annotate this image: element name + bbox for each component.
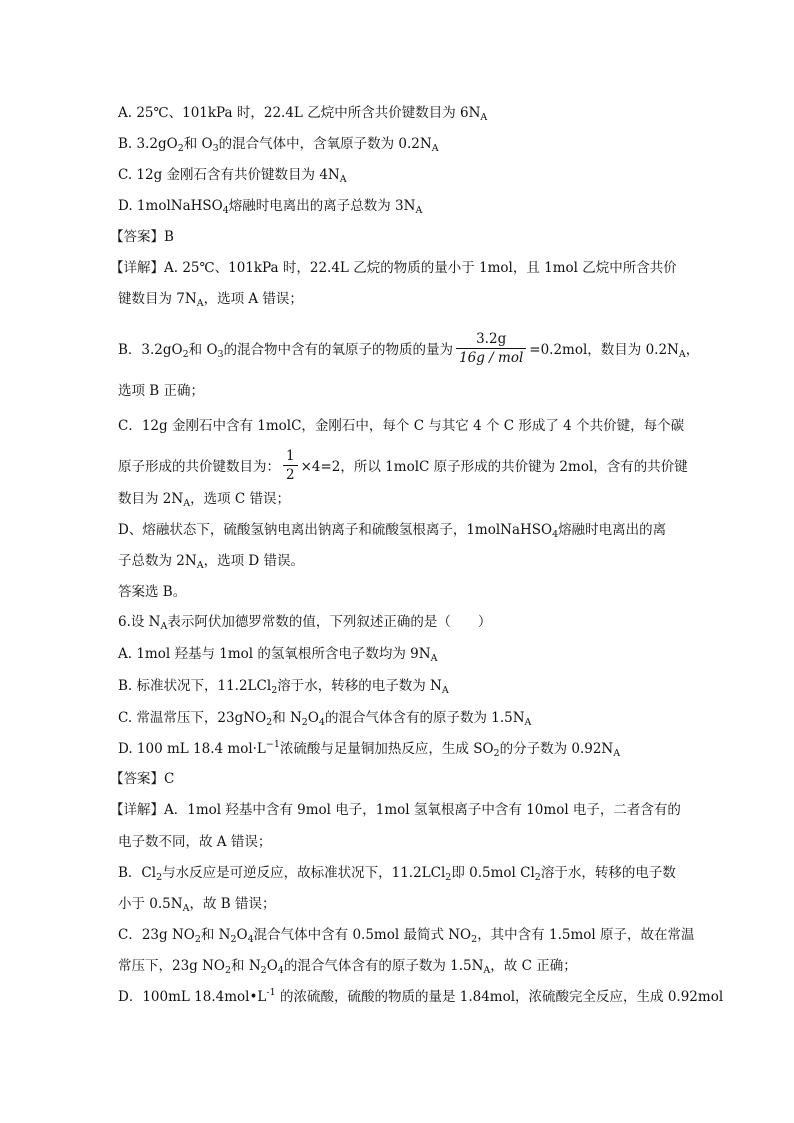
text-segment: 的混合气体中，含氧原子数为 0.2N: [218, 136, 432, 152]
text-segment: C. 12g 金刚石含有共价键数目为 4N: [118, 167, 340, 183]
text-segment: B. 3.2gO: [118, 136, 178, 152]
text-segment: B．3.2gO: [118, 342, 183, 358]
subscript: A: [183, 498, 191, 509]
subscript: A: [480, 112, 488, 123]
text-segment: 6.设 N: [118, 614, 161, 630]
q5-option-d: [118, 197, 688, 215]
q5-detail-d-line1: [118, 521, 688, 539]
text-segment: 混合气体中含有 0.5mol 最简式 NO: [253, 927, 472, 943]
subscript: A: [415, 205, 423, 216]
text-segment: O: [266, 958, 278, 974]
text-segment: 浓硫酸与足量铜加热反应，生成 SO: [279, 741, 494, 757]
q6-option-a: [118, 645, 688, 663]
subscript: 2: [177, 143, 184, 154]
q6-detail-b-line1: [118, 864, 688, 882]
subscript: 2: [260, 965, 267, 976]
q6-detail-a-line2: [118, 833, 688, 851]
text-segment: ，选项 C 错误；: [190, 491, 290, 507]
text-segment: 和 N: [272, 710, 302, 726]
q5-detail-c-line2: [118, 450, 688, 485]
text-segment: 溶于水，转移的电子数: [540, 865, 676, 881]
text-segment: B．Cl: [118, 865, 157, 881]
subscript: 2: [225, 965, 232, 976]
subscript: A: [182, 903, 190, 914]
text-segment: 表示阿伏加德罗常数的值，下列叙述正确的是（ ）: [167, 614, 492, 630]
text-segment: D. 100 mL 18.4 mol·L: [118, 741, 266, 757]
q5-detail-c-line3: [118, 490, 688, 508]
q6-detail-d-line1: [118, 987, 724, 1006]
q5-detail-a-line1: [110, 259, 680, 277]
q5-option-a-text: A. 25℃、101kPa 时，22.4L 乙烷中所含共价键数目为 6N: [118, 105, 481, 121]
text-segment: ，其中含有 1.5mol 原子，故在常温: [477, 927, 695, 943]
subscript: 3: [212, 143, 219, 154]
subscript: A: [613, 748, 621, 759]
text-segment: 子总数为 2N: [118, 553, 197, 569]
text-segment: 熔融时电离出的离子总数为 3N: [228, 198, 416, 214]
text-segment: 和 N: [200, 927, 231, 943]
q6-stem: [118, 613, 688, 631]
text-segment: 的混合气体含有的原子数为 1.5N: [324, 710, 525, 726]
q5-answer-label: [110, 228, 680, 246]
subscript: 2: [445, 872, 452, 883]
text-segment: A. 1mol 羟基与 1mol 的氢氧根所含电子数均为 9N: [118, 646, 431, 662]
fraction-numerator: 3.2g: [456, 331, 526, 349]
subscript: 4: [318, 717, 325, 728]
text-segment: 溶于水，转移的电子数为 N: [277, 678, 442, 694]
superscript: -1: [266, 987, 276, 998]
subscript: 2: [194, 934, 201, 945]
q6-detail-a-line1: [110, 801, 680, 819]
text-segment: 的浓硫酸，硫酸的物质的量是 1.84mol，浓硫酸完全反应，生成 0.92mol: [275, 989, 724, 1005]
text-segment: B. 标准状况下，11.2LCl: [118, 678, 272, 694]
text-segment: C．12g 金刚石中含有 1molC，金刚石中，每个 C 与其它 4 个 C 形成了 4 个共价键，每个碳: [118, 418, 685, 434]
q6-detail-c-line2: [118, 957, 688, 975]
q5-option-a: [118, 104, 688, 122]
text-segment: 小于 0.5N: [118, 896, 183, 912]
q5-option-b: [118, 135, 688, 153]
text-segment: 数目为 2N: [118, 491, 184, 507]
subscript: 4: [247, 934, 254, 945]
subscript: 2: [471, 934, 478, 945]
text-segment: =0.2mol，数目为 0.2N: [529, 342, 679, 358]
q5-detail-d-line2: [118, 552, 688, 570]
text-segment: 选项 B 正确；: [118, 383, 205, 399]
text-segment: 即 0.5mol Cl: [451, 865, 535, 881]
text-segment: 【详解】A. 25℃、101kPa 时，22.4L 乙烷的物质的量小于 1mol，且 1mol 乙烷中所含共价: [110, 260, 677, 276]
text-segment: 【答案】C: [110, 771, 175, 787]
subscript: A: [441, 685, 449, 696]
fraction-oxygen-moles: [456, 331, 526, 366]
text-segment: 【答案】B: [110, 229, 174, 245]
text-segment: 的混合气体含有的原子数为 1.5N: [283, 958, 484, 974]
subscript: A: [524, 717, 532, 728]
text-segment: 与水反应是可逆反应，故标准状况下，11.2LCl: [162, 865, 446, 881]
subscript: 4: [552, 529, 559, 540]
superscript: −1: [265, 739, 280, 750]
q5-detail-b-line1: [118, 331, 700, 368]
subscript: A: [430, 653, 438, 664]
q5-option-c: [118, 166, 688, 184]
text-segment: ，选项 D 错误。: [203, 553, 304, 569]
q5-detail-c-line1: [118, 417, 688, 435]
text-segment: C. 常温常压下，23gNO: [118, 710, 267, 726]
q5-conclusion: [118, 583, 688, 601]
text-segment: ×4=2，所以 1molC 原子形成的共价键为 2mol，含有的共价键: [300, 459, 688, 475]
subscript: A: [160, 621, 168, 632]
q5-detail-a-line2: [118, 290, 688, 308]
q6-option-b: [118, 677, 688, 695]
text-segment: 和 O: [183, 136, 213, 152]
q6-option-c: [118, 709, 688, 727]
subscript: A: [678, 349, 686, 360]
fraction-denominator: 16g / mol: [459, 350, 524, 366]
subscript: A: [339, 174, 347, 185]
text-segment: 常压下，23g NO: [118, 958, 225, 974]
text-segment: O: [307, 710, 319, 726]
text-segment: D. 1molNaHSO: [118, 198, 223, 214]
text-segment: 电子数不同，故 A 错误；: [118, 834, 272, 850]
subscript: A: [196, 298, 204, 309]
subscript: A: [483, 965, 491, 976]
subscript: 2: [301, 717, 308, 728]
text-segment: C．23g NO: [118, 927, 195, 943]
subscript: 4: [277, 965, 284, 976]
text-segment: D．100mL 18.4mol•L: [118, 989, 267, 1005]
text-segment: ，选项 A 错误；: [203, 291, 303, 307]
fraction-one-half: [283, 448, 298, 483]
subscript: 2: [230, 934, 237, 945]
subscript: 4: [222, 205, 229, 216]
subscript: 2: [266, 717, 273, 728]
q6-detail-c-line1: [118, 926, 695, 945]
subscript: A: [431, 143, 439, 154]
subscript: 2: [271, 685, 278, 696]
q6-answer-label: [110, 770, 680, 788]
q6-detail-b-line2: [118, 895, 688, 913]
subscript: 2: [156, 872, 163, 883]
text-segment: 原子形成的共价键数目为：: [118, 459, 280, 475]
fraction-denominator: 2: [286, 467, 295, 483]
text-segment: 答案选 B。: [118, 584, 187, 600]
subscript: 3: [217, 349, 224, 360]
subscript: 2: [182, 349, 189, 360]
subscript: A: [196, 560, 204, 571]
text-segment: ，故 C 正确；: [490, 958, 577, 974]
subscript: 2: [493, 748, 500, 759]
text-segment: D、熔融状态下，硫酸氢钠电离出钠离子和硫酸氢根离子，1molNaHSO: [118, 522, 553, 538]
text-segment: 的分子数为 0.92N: [499, 741, 614, 757]
q6-option-d: [118, 740, 688, 758]
text-segment: 熔融时电离出的离: [558, 522, 667, 538]
fraction-numerator: 1: [283, 448, 298, 466]
text-segment: 和 O: [188, 342, 218, 358]
text-segment: 键数目为 7N: [118, 291, 197, 307]
text-segment: ，: [685, 342, 700, 358]
text-segment: 的混合物中含有的氧原子的物质的量为: [223, 342, 454, 358]
text-segment: 【详解】A．1mol 羟基中含有 9mol 电子，1mol 氢氧根离子中含有 10mol 电子，二者含有的: [110, 802, 681, 818]
subscript: 2: [534, 872, 541, 883]
text-segment: 和 N: [231, 958, 261, 974]
text-segment: ，故 B 错误；: [189, 896, 276, 912]
text-segment: O: [236, 927, 248, 943]
q5-detail-b-line2: [118, 382, 688, 400]
